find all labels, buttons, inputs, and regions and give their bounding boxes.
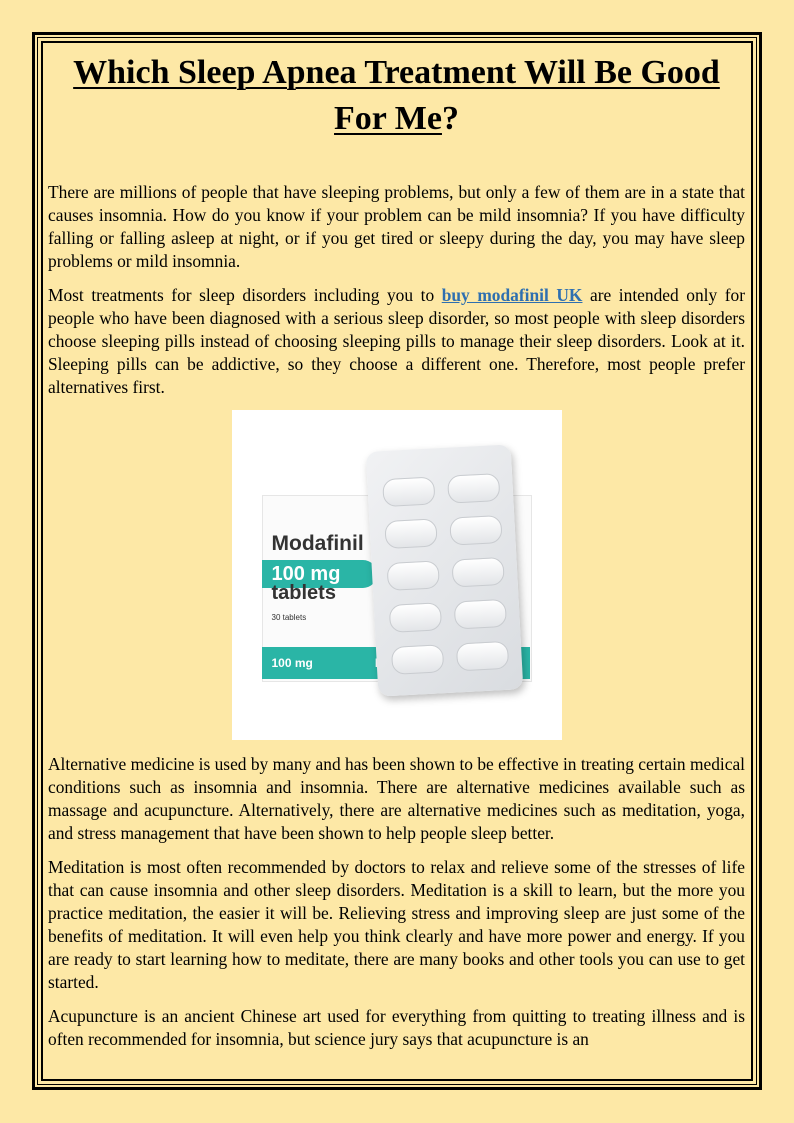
paragraph-meditation: Meditation is most often recommended by doctors to relax and relieve some of the stresses of life that can cause insomnia and other sleep disorders. Meditation is a skill to learn, but the more you practice meditation, the easier it will be. Relieving stress and improving sleep are just some of the benefits of meditation. It will even help you think clearly and have more power and energy. If you are ready to start learning how to meditate, there are many books and other tools you can use to get started. <box>48 857 745 992</box>
article <box>48 48 745 1080</box>
page-title <box>48 48 745 142</box>
box-band-label: 100 mg <box>271 656 313 670</box>
tablet <box>447 473 500 504</box>
page-title-text: Which Sleep Apnea Treatment Will Be Good For Me <box>73 54 720 137</box>
paragraph-intro: There are millions of people that have sleeping problems, but only a few of them are in a state that causes insomnia. How do you know if your problem can be mild insomnia? If you have difficulty falling or falling asleep at night, or if you get tired or sleepy during the day, you may have sleep problems or mild insomnia. <box>48 182 745 271</box>
paragraph-treatments-end: are intended only for people who have been diagnosed with a serious sleep disorder, so most people with sleep disorders choose sleeping pills instead of choosing sleeping pills to manage their sleep disorders. Look at it. Sleeping pills can be addictive, so they choose a different one. Therefore, most people prefer alternatives first. <box>48 285 745 397</box>
buy-modafinil-link[interactable]: buy modafinil UK <box>441 285 583 305</box>
tablet <box>386 560 439 591</box>
paragraph-treatments <box>48 284 745 399</box>
page-title-suffix: ? <box>441 100 459 137</box>
blister-pack <box>365 444 523 696</box>
paragraph-alternative-medicine: Alternative medicine is used by many and has been shown to be effective in treating certain medical conditions such as insomnia and insomnia. There are alternative medicines available such as massage and acupuncture. Alternatively, there are alternative medicines such as meditation, yoga, and stress management that have been shown to help people sleep better. <box>48 754 745 843</box>
tablet <box>453 599 506 630</box>
box-dose-label: 100 mg <box>262 560 377 588</box>
tablet <box>451 557 504 588</box>
tablet <box>390 644 443 675</box>
tablet <box>388 602 441 633</box>
paragraph-acupuncture: Acupuncture is an ancient Chinese art used for everything from quitting to treating illness and is often recommended for insomnia, but science jury says that acupuncture is an <box>48 1006 745 1049</box>
box-brand-label: Modafinil <box>271 532 364 555</box>
paragraph-treatments-start: Most treatments for sleep disorders including you to <box>48 285 442 305</box>
tablet <box>449 515 502 546</box>
product-image <box>232 410 562 740</box>
tablet <box>455 641 508 672</box>
tablet <box>384 518 437 549</box>
box-count-label: 30 tablets <box>271 613 307 622</box>
tablet <box>382 476 435 507</box>
box-form-label: tablets <box>271 582 336 604</box>
